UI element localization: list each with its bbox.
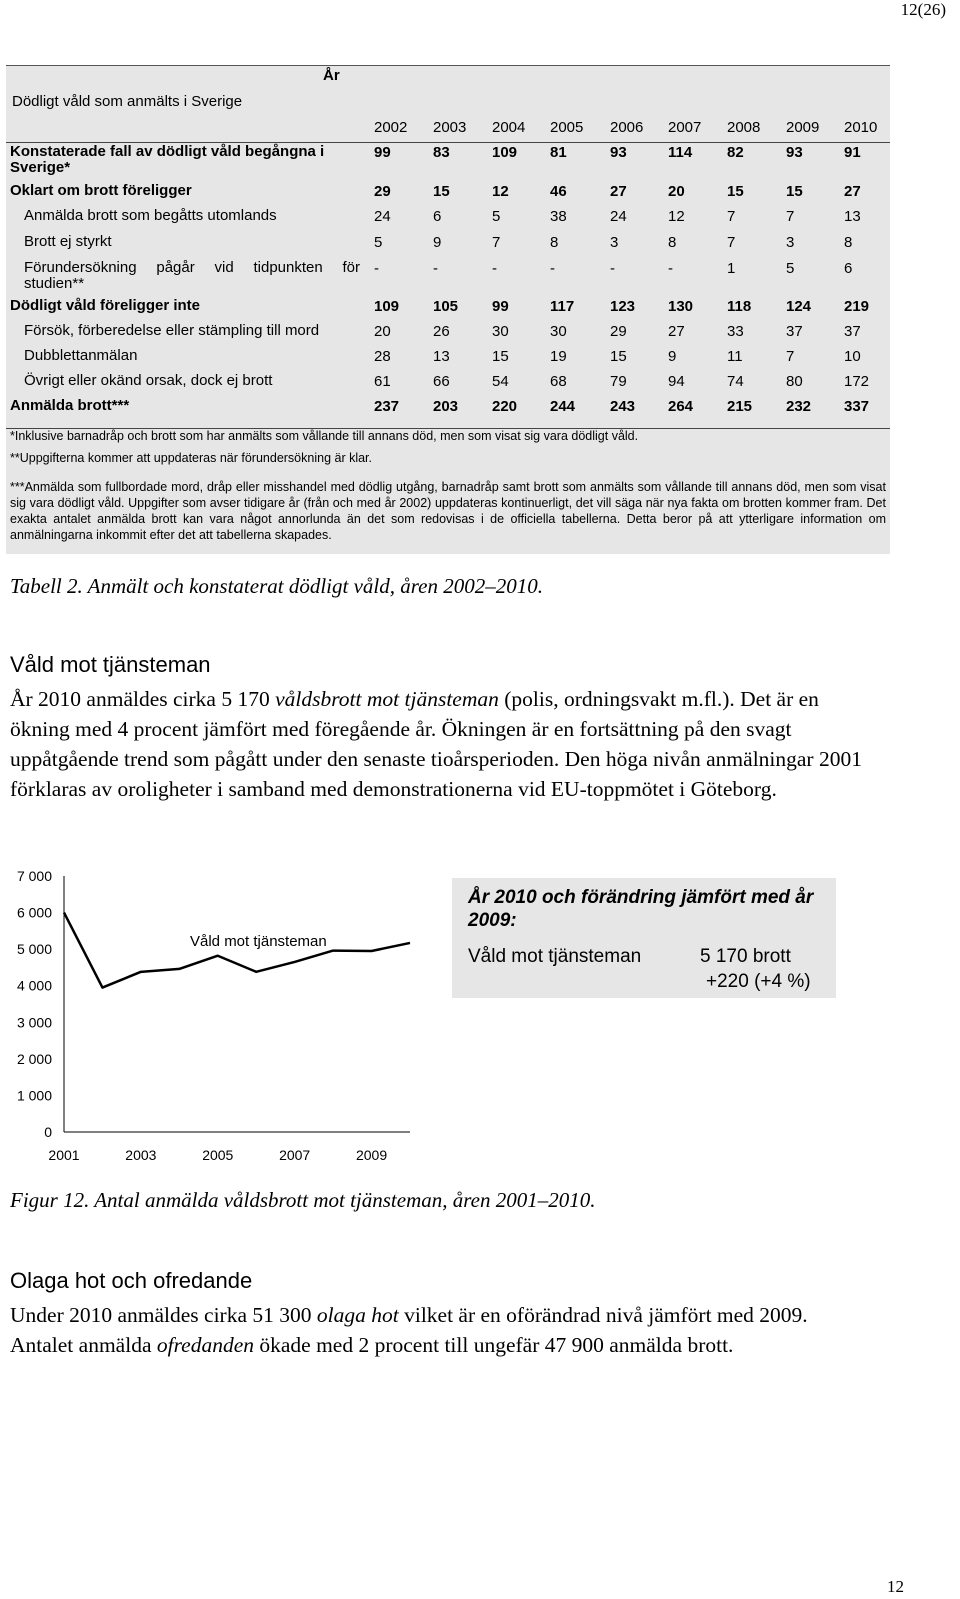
- table-cell: 91: [844, 144, 861, 161]
- table-cell: 82: [727, 144, 744, 161]
- line-chart: [0, 860, 440, 1180]
- table-cell: 6: [433, 208, 442, 225]
- table-cell: -: [433, 260, 438, 277]
- table-cell: 215: [727, 398, 753, 415]
- data-table: [6, 65, 890, 554]
- table-cell: 7: [727, 234, 736, 251]
- table-cell: 3: [610, 234, 619, 251]
- info-box-title: År 2010 och förändring jämfört med år 2009:: [468, 887, 814, 931]
- year-2006: 2006: [610, 119, 644, 136]
- table-cell: 15: [786, 183, 803, 200]
- table-cell: 81: [550, 144, 567, 161]
- table-cell: 8: [550, 234, 559, 251]
- table-cell: 83: [433, 144, 450, 161]
- y-tick-label: 5 000: [16, 941, 52, 958]
- table-cell: 6: [844, 260, 853, 277]
- table-cell: 93: [610, 144, 627, 161]
- table-note-1: *Inklusive barnadråp och brott som har anmälts som vållande till annans död, men som visat sig vara dödligt våld.: [10, 429, 639, 443]
- table-cell: 118: [727, 298, 752, 315]
- y-tick-label: 0: [44, 1124, 52, 1140]
- table-cell: 237: [374, 398, 400, 415]
- y-tick-label: 1 000: [16, 1087, 52, 1104]
- info-box-value: 5 170 brott: [700, 946, 791, 967]
- year-2008: 2008: [727, 119, 761, 136]
- section-title-olaga-hot: Olaga hot och ofredande: [10, 1268, 253, 1293]
- table-cell: 5: [492, 208, 501, 225]
- table-cell: 243: [610, 398, 636, 415]
- table-cell: 109: [492, 144, 518, 161]
- table-cell: 29: [374, 183, 391, 200]
- table-cell: 337: [844, 398, 870, 415]
- year-2007: 2007: [668, 119, 702, 136]
- table-caption: Tabell 2. Anmält och konstaterat dödligt våld, åren 2002–2010.: [10, 574, 543, 598]
- table-cell: 10: [844, 348, 861, 365]
- table-cell: -: [550, 260, 555, 277]
- table-cell: 15: [492, 348, 509, 365]
- table-cell: 20: [668, 183, 685, 200]
- year-2004: 2004: [492, 119, 526, 136]
- figure-caption: Figur 12. Antal anmälda våldsbrott mot tjänsteman, åren 2001–2010.: [10, 1188, 596, 1212]
- table-cell: 114: [668, 144, 693, 161]
- x-tick-label: 2005: [202, 1147, 234, 1163]
- paragraph-vald-mot-tjansteman: År 2010 anmäldes cirka 5 170 våldsbrott mot tjänsteman (polis, ordningsvakt m.fl.). Det är en ökning med 4 procent jämfört med föregående år. Ökningen är en fortsättning på den svagt uppåtgående trend som pågått under den senaste tioårsperioden. Den höga nivån anmälningar 2001 förklaras av oroligheter i samband med demonstrationerna vid EU-toppmötet i Göteborg.: [10, 687, 862, 801]
- table-cell: 5: [786, 260, 795, 277]
- table-cell: 244: [550, 398, 576, 415]
- table-cell: 264: [668, 398, 694, 415]
- row-label: Brott ej styrkt: [24, 233, 112, 250]
- table-cell: 68: [550, 373, 567, 390]
- table-cell: 13: [433, 348, 450, 365]
- table-cell: 7: [492, 234, 501, 251]
- row-label: Anmälda brott som begåtts utomlands: [24, 207, 277, 224]
- table-cell: 232: [786, 398, 812, 415]
- section-title-vald-mot-tjansteman: Våld mot tjänsteman: [10, 652, 211, 677]
- table-cell: 20: [374, 323, 391, 340]
- table-cell: 11: [727, 348, 743, 365]
- year-header: År: [323, 67, 340, 84]
- table-cell: 30: [550, 323, 567, 340]
- row-label: Oklart om brott föreligger: [10, 182, 192, 199]
- table-cell: 37: [786, 323, 803, 340]
- table-cell: 8: [668, 234, 677, 251]
- table-cell: 1: [727, 260, 736, 277]
- table-cell: 123: [610, 298, 636, 315]
- table-cell: 172: [844, 373, 870, 390]
- paragraph-olaga-hot: Under 2010 anmäldes cirka 51 300 olaga hot vilket är en oförändrad nivå jämfört med 2009. Antalet anmälda ofredanden ökade med 2 procent till ungefär 47 900 anmälda brott.: [10, 1303, 808, 1357]
- table-cell: -: [610, 260, 615, 277]
- row-label: Dödligt våld föreligger inte: [10, 297, 201, 314]
- series-line: [64, 913, 410, 988]
- page-number-top: 12(26): [900, 0, 946, 19]
- table-cell: -: [668, 260, 673, 277]
- table-cell: 15: [433, 183, 450, 200]
- table-cell: 15: [727, 183, 744, 200]
- table-cell: -: [492, 260, 497, 277]
- table-cell: 117: [550, 298, 575, 315]
- y-tick-label: 2 000: [16, 1050, 52, 1067]
- series-label: Våld mot tjänsteman: [190, 933, 327, 950]
- table-cell: 24: [374, 208, 391, 225]
- table-cell: 54: [492, 373, 509, 390]
- table-cell: 26: [433, 323, 450, 340]
- table-cell: 8: [844, 234, 853, 251]
- y-tick-label: 3 000: [16, 1014, 52, 1031]
- table-cell: 99: [492, 298, 509, 315]
- table-cell: 219: [844, 298, 870, 315]
- table-cell: 9: [433, 234, 442, 251]
- table-cell: 93: [786, 144, 803, 161]
- year-2010: 2010: [844, 119, 878, 136]
- table-cell: 99: [374, 144, 391, 161]
- row-label: Övrigt eller okänd orsak, dock ej brott: [24, 372, 273, 389]
- row-label: Anmälda brott***: [10, 397, 130, 414]
- page-number-bottom: 12: [887, 1577, 904, 1596]
- chart-svg: [0, 860, 440, 1180]
- table-cell: 7: [786, 348, 795, 365]
- y-tick-label: 4 000: [16, 977, 52, 994]
- table-title: Dödligt våld som anmälts i Sverige: [12, 93, 243, 110]
- table-cell: 37: [844, 323, 861, 340]
- table-note-3: ***Anmälda som fullbordade mord, dråp eller misshandel med dödlig utgång, barnadråp samt brott som anmälts som vållande till annans död, men som visat sig vara dödligt våld. Uppgifter som avser tidigare år (från och med år 2002) uppdateras kontinuerligt, det vill säga när nya fakta om brotten kommer fram. Det exakta antalet anmälda brott kan vara något annorlunda än det som redovisas i de officiella tabellerna. Detta beror på att ytterligare information om anmälningarna inkommit efter det att tabellerna skapades.: [10, 480, 886, 542]
- row-label: Dubblettanmälan: [24, 347, 138, 364]
- table-cell: 33: [727, 323, 744, 340]
- table-cell: 12: [668, 208, 685, 225]
- table-cell: 24: [610, 208, 627, 225]
- table-cell: 5: [374, 234, 383, 251]
- x-tick-label: 2003: [125, 1147, 157, 1163]
- x-tick-label: 2007: [279, 1147, 311, 1163]
- table-cell: 15: [610, 348, 627, 365]
- year-2002: 2002: [374, 119, 408, 136]
- table-cell: 203: [433, 398, 459, 415]
- table-cell: 80: [786, 373, 803, 390]
- info-box-change: +220 (+4 %): [706, 971, 811, 992]
- table-cell: 27: [668, 323, 685, 340]
- y-tick-label: 7 000: [16, 868, 52, 884]
- year-2003: 2003: [433, 119, 467, 136]
- year-2005: 2005: [550, 119, 584, 136]
- table-cell: 38: [550, 208, 567, 225]
- table-cell: 12: [492, 183, 509, 200]
- table-cell: -: [374, 260, 379, 277]
- table-cell: 105: [433, 298, 459, 315]
- table-cell: 27: [844, 183, 861, 200]
- table-cell: 94: [668, 373, 685, 390]
- info-box: [452, 878, 836, 998]
- table-note-2: **Uppgifterna kommer att uppdateras när förundersökning är klar.: [10, 451, 372, 465]
- table-cell: 9: [668, 348, 677, 365]
- row-label: Förundersökning pågår vid tidpunkten för studien**: [24, 259, 360, 292]
- table-cell: 28: [374, 348, 391, 365]
- table-cell: 124: [786, 298, 812, 315]
- table-cell: 30: [492, 323, 509, 340]
- table-cell: 13: [844, 208, 861, 225]
- x-tick-label: 2001: [48, 1147, 80, 1163]
- table-cell: 74: [727, 373, 744, 390]
- table-cell: 109: [374, 298, 400, 315]
- table-cell: 27: [610, 183, 627, 200]
- table-cell: 7: [786, 208, 795, 225]
- year-2009: 2009: [786, 119, 820, 136]
- row-label: Konstaterade fall av dödligt våld begångna i Sverige*: [10, 143, 325, 176]
- row-label: Försök, förberedelse eller stämpling till mord: [24, 322, 320, 339]
- table-cell: 19: [550, 348, 567, 365]
- info-box-label: Våld mot tjänsteman: [468, 946, 642, 967]
- table-cell: 220: [492, 398, 518, 415]
- table-cell: 3: [786, 234, 795, 251]
- x-tick-label: 2009: [355, 1147, 388, 1163]
- table-cell: 66: [433, 373, 450, 390]
- table-cell: 130: [668, 298, 694, 315]
- y-tick-label: 6 000: [16, 904, 52, 921]
- table-cell: 79: [610, 373, 627, 390]
- table-cell: 61: [374, 373, 391, 390]
- table-cell: 29: [610, 323, 627, 340]
- table-cell: 7: [727, 208, 736, 225]
- table-cell: 46: [550, 183, 567, 200]
- year-row: [6, 117, 890, 139]
